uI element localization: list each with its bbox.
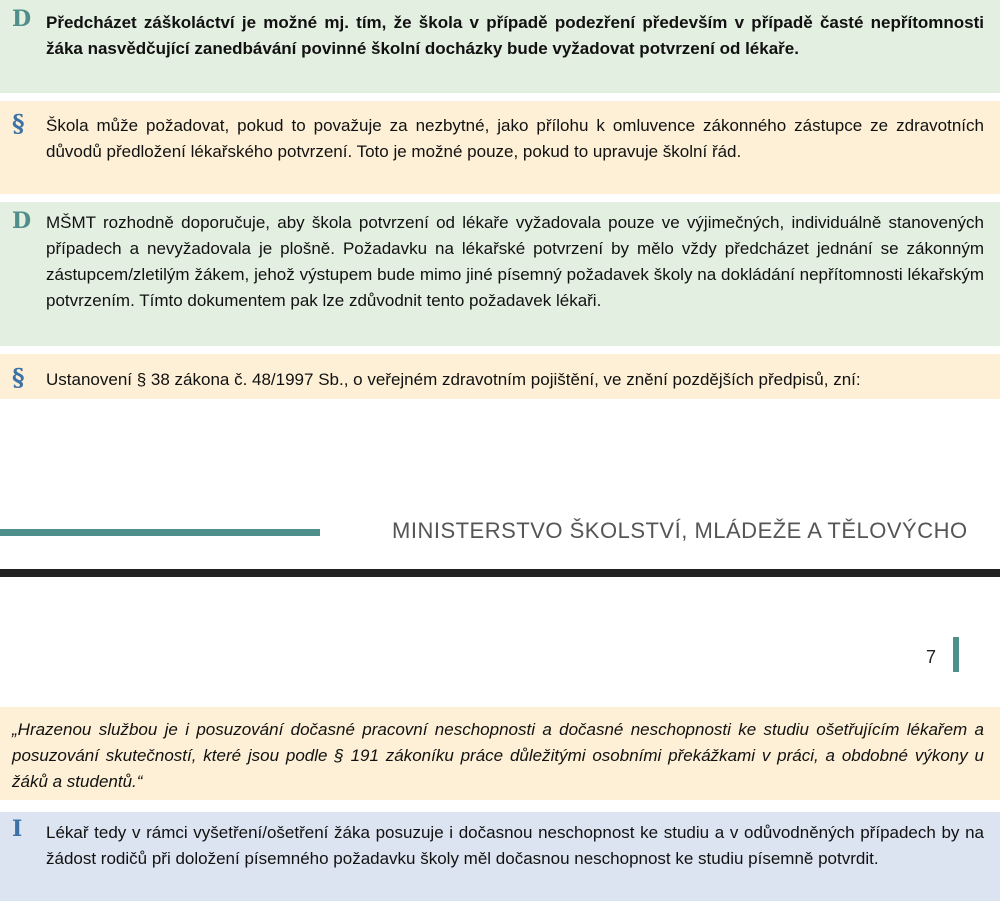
recommendation-text: MŠMT rozhodně doporučuje, aby škola potvrzení od lékaře vyžadovala pouze ve výjimečných, individuálně stanovených případech a nevyžadovala je plošně. Požadavku na lékařské potvrzení by mělo vždy předcházet jednání se zákonným zástupcem/zletilým žákem, jehož výstupem bude mimo jiné písemný požadavek školy na dokládání nepřítomnosti lékařským potvrzením. Tímto dokumentem pak lze zdůvodnit tento požadavek lékaři. bbox=[46, 213, 984, 310]
info-block bbox=[0, 812, 1000, 901]
info-text: Lékař tedy v rámci vyšetření/ošetření žáka posuzuje i dočasnou neschopnost ke studiu a v odůvodněných případech by na žádost rodičů při doložení písemného požadavku školy měl dočasnou neschopnost ke studiu písemně potvrdit. bbox=[46, 823, 984, 868]
law-text: Škola může požadovat, pokud to považuje za nezbytné, jako přílohu k omluvence zákonného zástupce ze zdravotních důvodů předložení lékařského potvrzení. Toto je možné pouze, pokud to upravuje školní řád. bbox=[46, 116, 984, 161]
recommendation-marker: D bbox=[12, 6, 32, 32]
page-number: 7 bbox=[926, 647, 937, 667]
recommendation-block-2 bbox=[0, 202, 1000, 346]
section-marker: § bbox=[12, 109, 25, 138]
recommendation-marker: D bbox=[12, 208, 32, 234]
info-marker: I bbox=[12, 816, 23, 842]
law-block-1 bbox=[0, 101, 1000, 194]
page-divider bbox=[0, 569, 1000, 577]
law-quote-block bbox=[0, 707, 1000, 800]
ministry-name: MINISTERSTVO ŠKOLSTVÍ, MLÁDEŽE A TĚLOVÝCHO bbox=[392, 518, 968, 543]
law-block-2 bbox=[0, 354, 1000, 399]
footer-accent-bar bbox=[0, 529, 320, 536]
law-quote-text: „Hrazenou službou je i posuzování dočasné pracovní neschopnosti a dočasné neschopnosti ke studiu ošetřujícím lékařem a posuzování skutečností, které jsou podle § 191 zákoníku práce důležitými osobními překážkami v práci, a obdobné výkony u žáků a studentů.“ bbox=[12, 720, 984, 791]
recommendation-text: Předcházet záškoláctví je možné mj. tím, že škola v případě podezření především v případě časté nepřítomnosti žáka nasvědčující zanedbávání povinné školní docházky bude vyžadovat potvrzení od lékaře. bbox=[46, 13, 984, 58]
law-text: Ustanovení § 38 zákona č. 48/1997 Sb., o veřejném zdravotním pojištění, ve znění pozdějších předpisů, zní: bbox=[46, 370, 861, 389]
page-number-accent bbox=[953, 637, 959, 672]
recommendation-block-1 bbox=[0, 0, 1000, 93]
section-marker: § bbox=[12, 363, 25, 392]
